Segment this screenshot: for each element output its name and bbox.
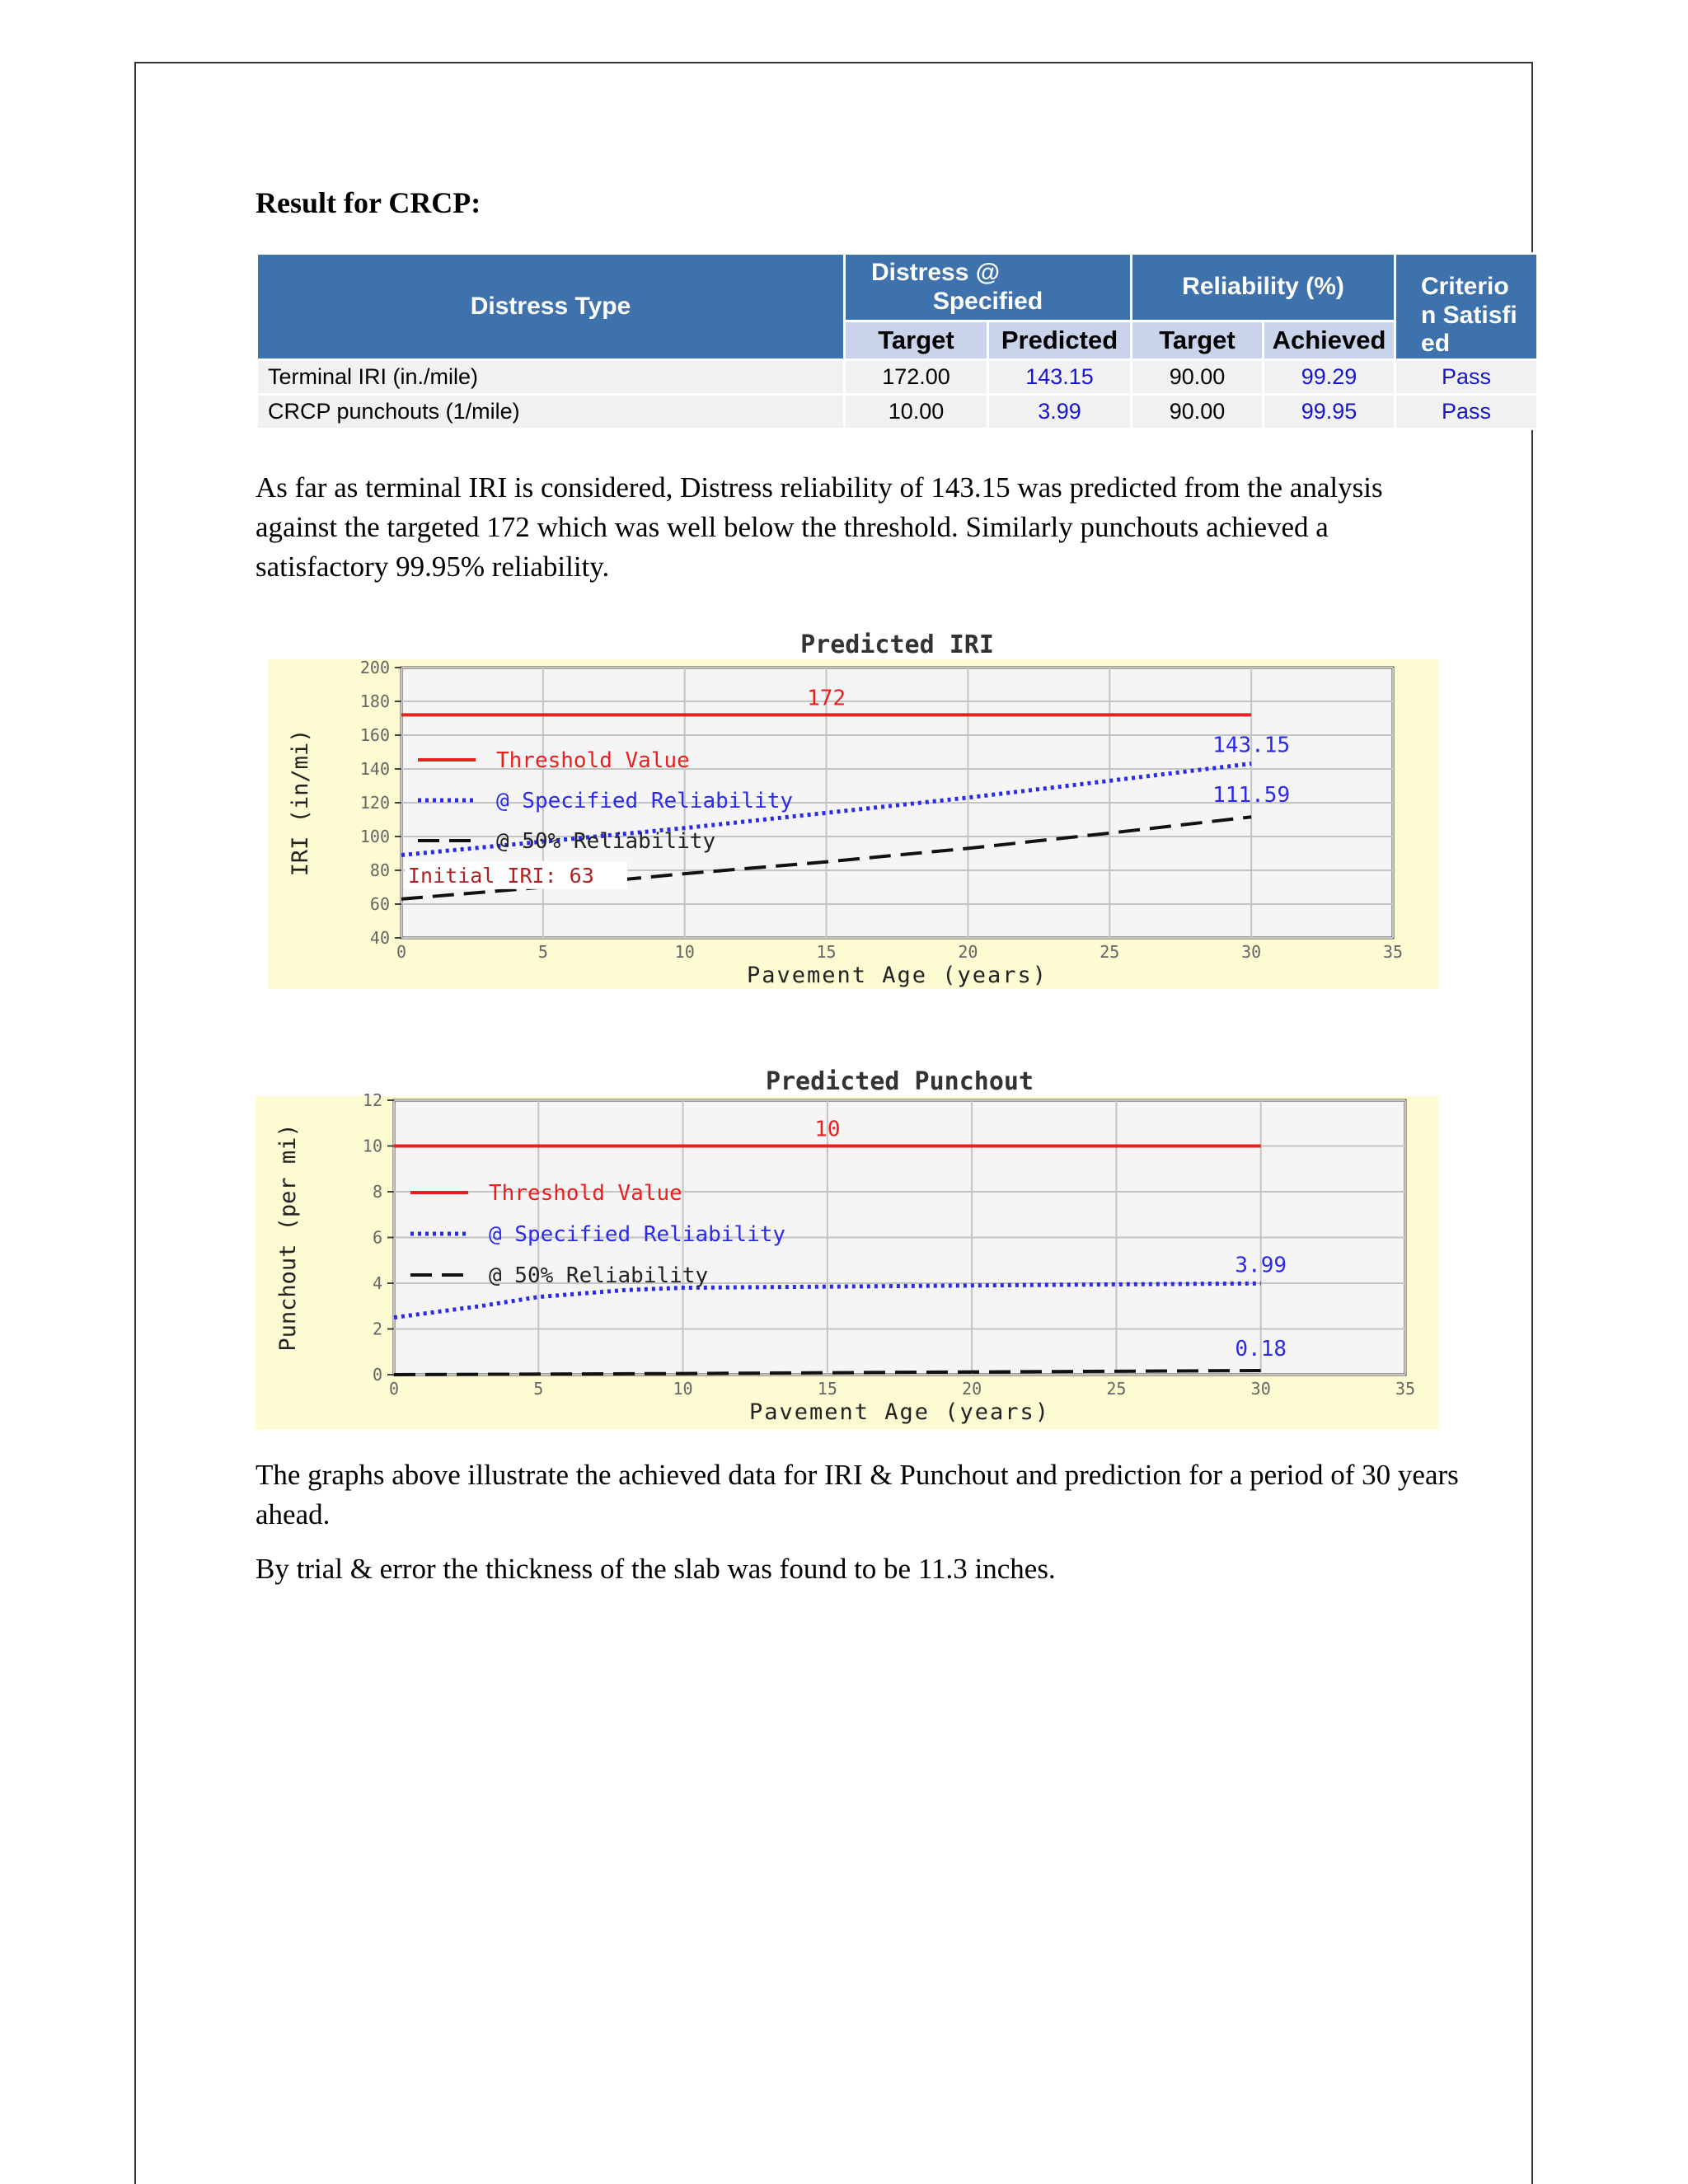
cell-achieved: 99.29	[1264, 359, 1395, 394]
legend-label: Threshold Value	[496, 748, 690, 773]
x-tick-label: 10	[673, 1379, 693, 1399]
y-tick-label: 140	[359, 759, 390, 779]
predicted-punchout-chart	[256, 1063, 1438, 1430]
y-tick-label: 6	[372, 1227, 382, 1248]
x-tick-label: 0	[388, 1379, 400, 1399]
x-tick-label: 35	[1395, 1379, 1416, 1399]
x-tick-label: 5	[533, 1379, 544, 1399]
subheader-achieved: Achieved	[1264, 321, 1395, 359]
cell-achieved: 99.95	[1264, 394, 1395, 429]
cell-target: 10.00	[845, 394, 988, 429]
x-tick-label: 30	[1250, 1379, 1271, 1399]
cell-distress-type: Terminal IRI (in./mile)	[257, 359, 845, 394]
header-distress-specified-line2: Specified	[932, 287, 1043, 315]
specified-end-label: 3.99	[1235, 1253, 1287, 1278]
x-tick-label: 35	[1382, 942, 1404, 962]
cell-criterion: Pass	[1395, 359, 1538, 394]
x-tick-label: 20	[958, 942, 978, 962]
y-tick-label: 100	[359, 827, 390, 846]
table-row	[257, 359, 1538, 394]
header-reliability: Reliability (%)	[1132, 254, 1395, 321]
fifty-end-label: 0.18	[1235, 1337, 1287, 1362]
y-tick-label: 200	[359, 658, 390, 677]
paragraph-graphs-summary: The graphs above illustrate the achieved data for IRI & Punchout and prediction for a period of 30 years ahead.	[256, 1459, 1459, 1530]
chart-title: Predicted IRI	[800, 630, 994, 659]
legend-label: @ 50% Reliability	[489, 1263, 709, 1288]
y-tick-label: 60	[369, 894, 390, 914]
legend-label: Threshold Value	[489, 1181, 682, 1206]
legend-label: @ Specified Reliability	[496, 789, 794, 813]
y-tick-label: 2	[372, 1319, 382, 1339]
threshold-value-label: 10	[814, 1117, 841, 1142]
y-tick-label: 180	[359, 691, 390, 711]
y-axis-label: Punchout (per mi)	[275, 1123, 301, 1352]
y-tick-label: 0	[372, 1365, 382, 1385]
header-criterion	[1395, 254, 1538, 360]
x-tick-label: 5	[537, 942, 548, 962]
y-tick-label: 4	[372, 1273, 382, 1293]
legend-label: @ 50% Reliability	[496, 829, 716, 854]
y-tick-label: 12	[362, 1090, 382, 1110]
x-tick-label: 0	[396, 942, 407, 962]
y-tick-label: 120	[359, 793, 390, 813]
cell-rel-target: 90.00	[1132, 359, 1264, 394]
header-criterion-text: Criterion Satisfied	[1421, 273, 1517, 357]
x-axis-label: Pavement Age (years)	[746, 963, 1048, 988]
y-tick-label: 80	[369, 860, 390, 880]
y-tick-label: 40	[369, 928, 390, 948]
paragraph-slab-thickness: By trial & error the thickness of the slab was found to be 11.3 inches.	[256, 1553, 1056, 1585]
header-distress-type: Distress Type	[257, 254, 845, 360]
table-row	[257, 394, 1538, 429]
legend-label: @ Specified Reliability	[489, 1222, 786, 1247]
predicted-iri-chart	[268, 626, 1438, 989]
y-tick-label: 10	[362, 1136, 382, 1156]
cell-target: 172.00	[845, 359, 988, 394]
subheader-predicted: Predicted	[988, 321, 1132, 359]
section-heading: Result for CRCP:	[256, 186, 481, 219]
subheader-rel-target: Target	[1132, 321, 1264, 359]
initial-iri-label: Initial IRI: 63	[408, 863, 594, 888]
x-axis-label: Pavement Age (years)	[748, 1399, 1051, 1425]
subheader-target: Target	[845, 321, 988, 359]
x-tick-label: 10	[674, 942, 695, 962]
header-distress-specified-line1: Distress @	[871, 259, 1000, 287]
header-distress-specified	[845, 254, 1132, 321]
cell-rel-target: 90.00	[1132, 394, 1264, 429]
cell-criterion: Pass	[1395, 394, 1538, 429]
threshold-value-label: 172	[807, 686, 846, 711]
y-tick-label: 160	[359, 725, 390, 745]
fifty-end-label: 111.59	[1212, 783, 1291, 808]
y-axis-label: IRI (in/mi)	[288, 729, 313, 877]
cell-predicted: 143.15	[988, 359, 1132, 394]
y-tick-label: 8	[372, 1182, 382, 1202]
cell-distress-type: CRCP punchouts (1/mile)	[257, 394, 845, 429]
cell-predicted: 3.99	[988, 394, 1132, 429]
results-table	[256, 252, 1539, 430]
specified-end-label: 143.15	[1212, 733, 1291, 758]
paragraph-iri-summary: As far as terminal IRI is considered, Distress reliability of 143.15 was predicted from the analysis against the targeted 172 which was well below the threshold. Similarly punchouts achieved a satisfactory 99.95% reliability.	[256, 471, 1383, 583]
x-tick-label: 25	[1106, 1379, 1127, 1399]
chart-title: Predicted Punchout	[765, 1067, 1034, 1096]
x-tick-label: 15	[816, 942, 837, 962]
x-tick-label: 30	[1241, 942, 1262, 962]
x-tick-label: 15	[817, 1379, 837, 1399]
x-tick-label: 25	[1100, 942, 1120, 962]
x-tick-label: 20	[962, 1379, 982, 1399]
